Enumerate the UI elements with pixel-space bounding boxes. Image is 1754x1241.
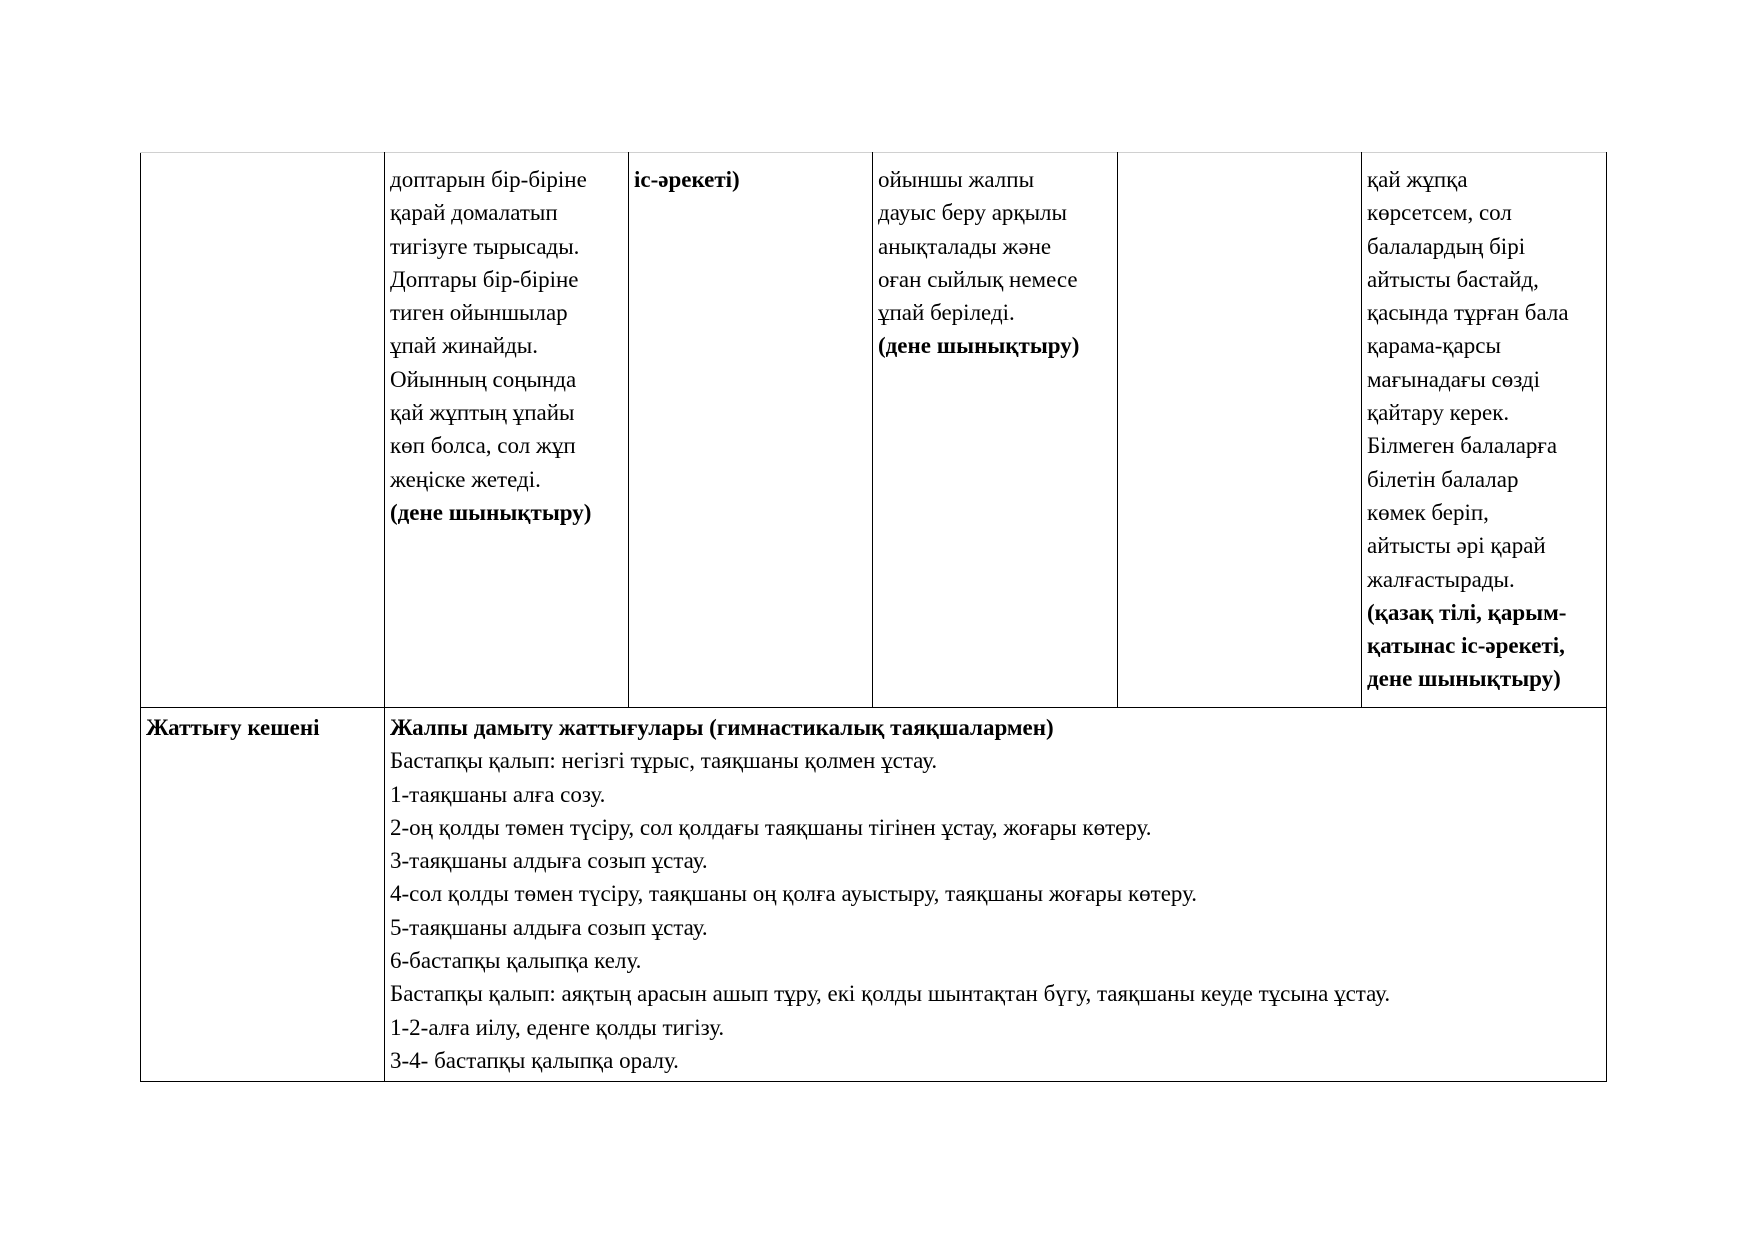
text-line: қарай домалатып — [390, 200, 558, 226]
subject-tag: қатынас іс-әрекеті, — [1367, 633, 1565, 659]
text-line: көмек беріп, — [1367, 499, 1489, 525]
text-line: көп болса, сол жұп — [390, 433, 576, 459]
text-line: айтысты бастайд, — [1367, 266, 1539, 292]
exercise-step: 1-таяқшаны алға созу. — [390, 781, 606, 807]
text-line: дауыс беру арқылы — [878, 200, 1067, 226]
subject-tag: дене шынықтыру) — [1367, 666, 1561, 692]
text-line: қай жұптың ұпайы — [390, 400, 575, 426]
table-row — [141, 708, 1607, 1082]
exercise-step: 4-сол қолды төмен түсіру, таяқшаны оң қолға ауыстыру, таяқшаны жоғары көтеру. — [390, 881, 1198, 907]
text-line: білетін балалар — [1367, 466, 1519, 492]
text-line: тиген ойыншылар — [390, 300, 568, 326]
text-line: қайтару керек. — [1367, 400, 1510, 426]
empty-cell — [1118, 153, 1362, 708]
voting-description-cell — [873, 153, 1118, 708]
text-line: қарама-қарсы — [1367, 333, 1501, 359]
subject-tag: (қазақ тілі, қарым- — [1367, 599, 1567, 625]
text-line: доптарын бір-біріне — [390, 167, 587, 192]
empty-label-cell — [141, 153, 385, 708]
exercise-step: Бастапқы қалып: аяқтың арасын ашып тұру, екі қолды шынтақтан бүгу, таяқшаны кеуде тұсына ұстау. — [390, 981, 1391, 1007]
exercise-step: 2-оң қолды төмен түсіру, сол қолдағы таяқшаны тігінен ұстау, жоғары көтеру. — [390, 814, 1152, 840]
word-game-description-cell — [1362, 153, 1607, 708]
table-row — [141, 153, 1607, 708]
text-line: тигізуге тырысады. — [390, 233, 580, 259]
text-line: көрсетсем, сол — [1367, 200, 1512, 226]
text-line: ұпай беріледі. — [878, 300, 1015, 326]
text-line: Доптары бір-біріне — [390, 266, 579, 292]
row-label-cell — [141, 708, 385, 1082]
exercise-step: Бастапқы қалып: негізгі тұрыс, таяқшаны қолмен ұстау. — [390, 748, 938, 774]
exercise-content-cell — [385, 708, 1607, 1082]
subject-tag: (дене шынықтыру) — [390, 499, 592, 525]
text-line: анықталады және — [878, 233, 1052, 259]
exercise-step: 3-4- бастапқы қалыпқа оралу. — [390, 1047, 679, 1073]
text-line: айтысты әрі қарай — [1367, 533, 1546, 559]
text-line: Ойынның соңында — [390, 366, 577, 392]
exercise-step: 5-таяқшаны алдыға созып ұстау. — [390, 914, 708, 940]
row-label: Жаттығу кешені — [146, 715, 320, 740]
exercise-step: 1-2-алға иілу, еденге қолды тигізу. — [390, 1014, 725, 1040]
game-description-cell — [385, 153, 629, 708]
text-line: оған сыйлық немесе — [878, 266, 1078, 292]
text-line: Білмеген балаларға — [1367, 433, 1558, 459]
exercise-step: 6-бастапқы қалыпқа келу. — [390, 948, 642, 974]
text-line: жалғастырады. — [1367, 566, 1515, 592]
text-line: мағынадағы сөзді — [1367, 366, 1541, 392]
text-line: жеңіске жетеді. — [390, 466, 541, 492]
subject-tag: іс-әрекеті) — [634, 167, 740, 192]
subject-tag: (дене шынықтыру) — [878, 333, 1080, 359]
text-line: ұпай жинайды. — [390, 333, 539, 359]
text-line: қай жұпқа — [1367, 167, 1468, 192]
plan-table — [140, 152, 1607, 1082]
exercise-step: 3-таяқшаны алдыға созып ұстау. — [390, 848, 708, 874]
text-line: балалардың бірі — [1367, 233, 1526, 259]
activity-cell — [629, 153, 873, 708]
text-line: ойыншы жалпы — [878, 167, 1035, 192]
text-line: қасында тұрған бала — [1367, 300, 1569, 326]
exercise-heading: Жалпы дамыту жаттығулары (гимнастикалық таяқшалармен) — [390, 715, 1054, 740]
